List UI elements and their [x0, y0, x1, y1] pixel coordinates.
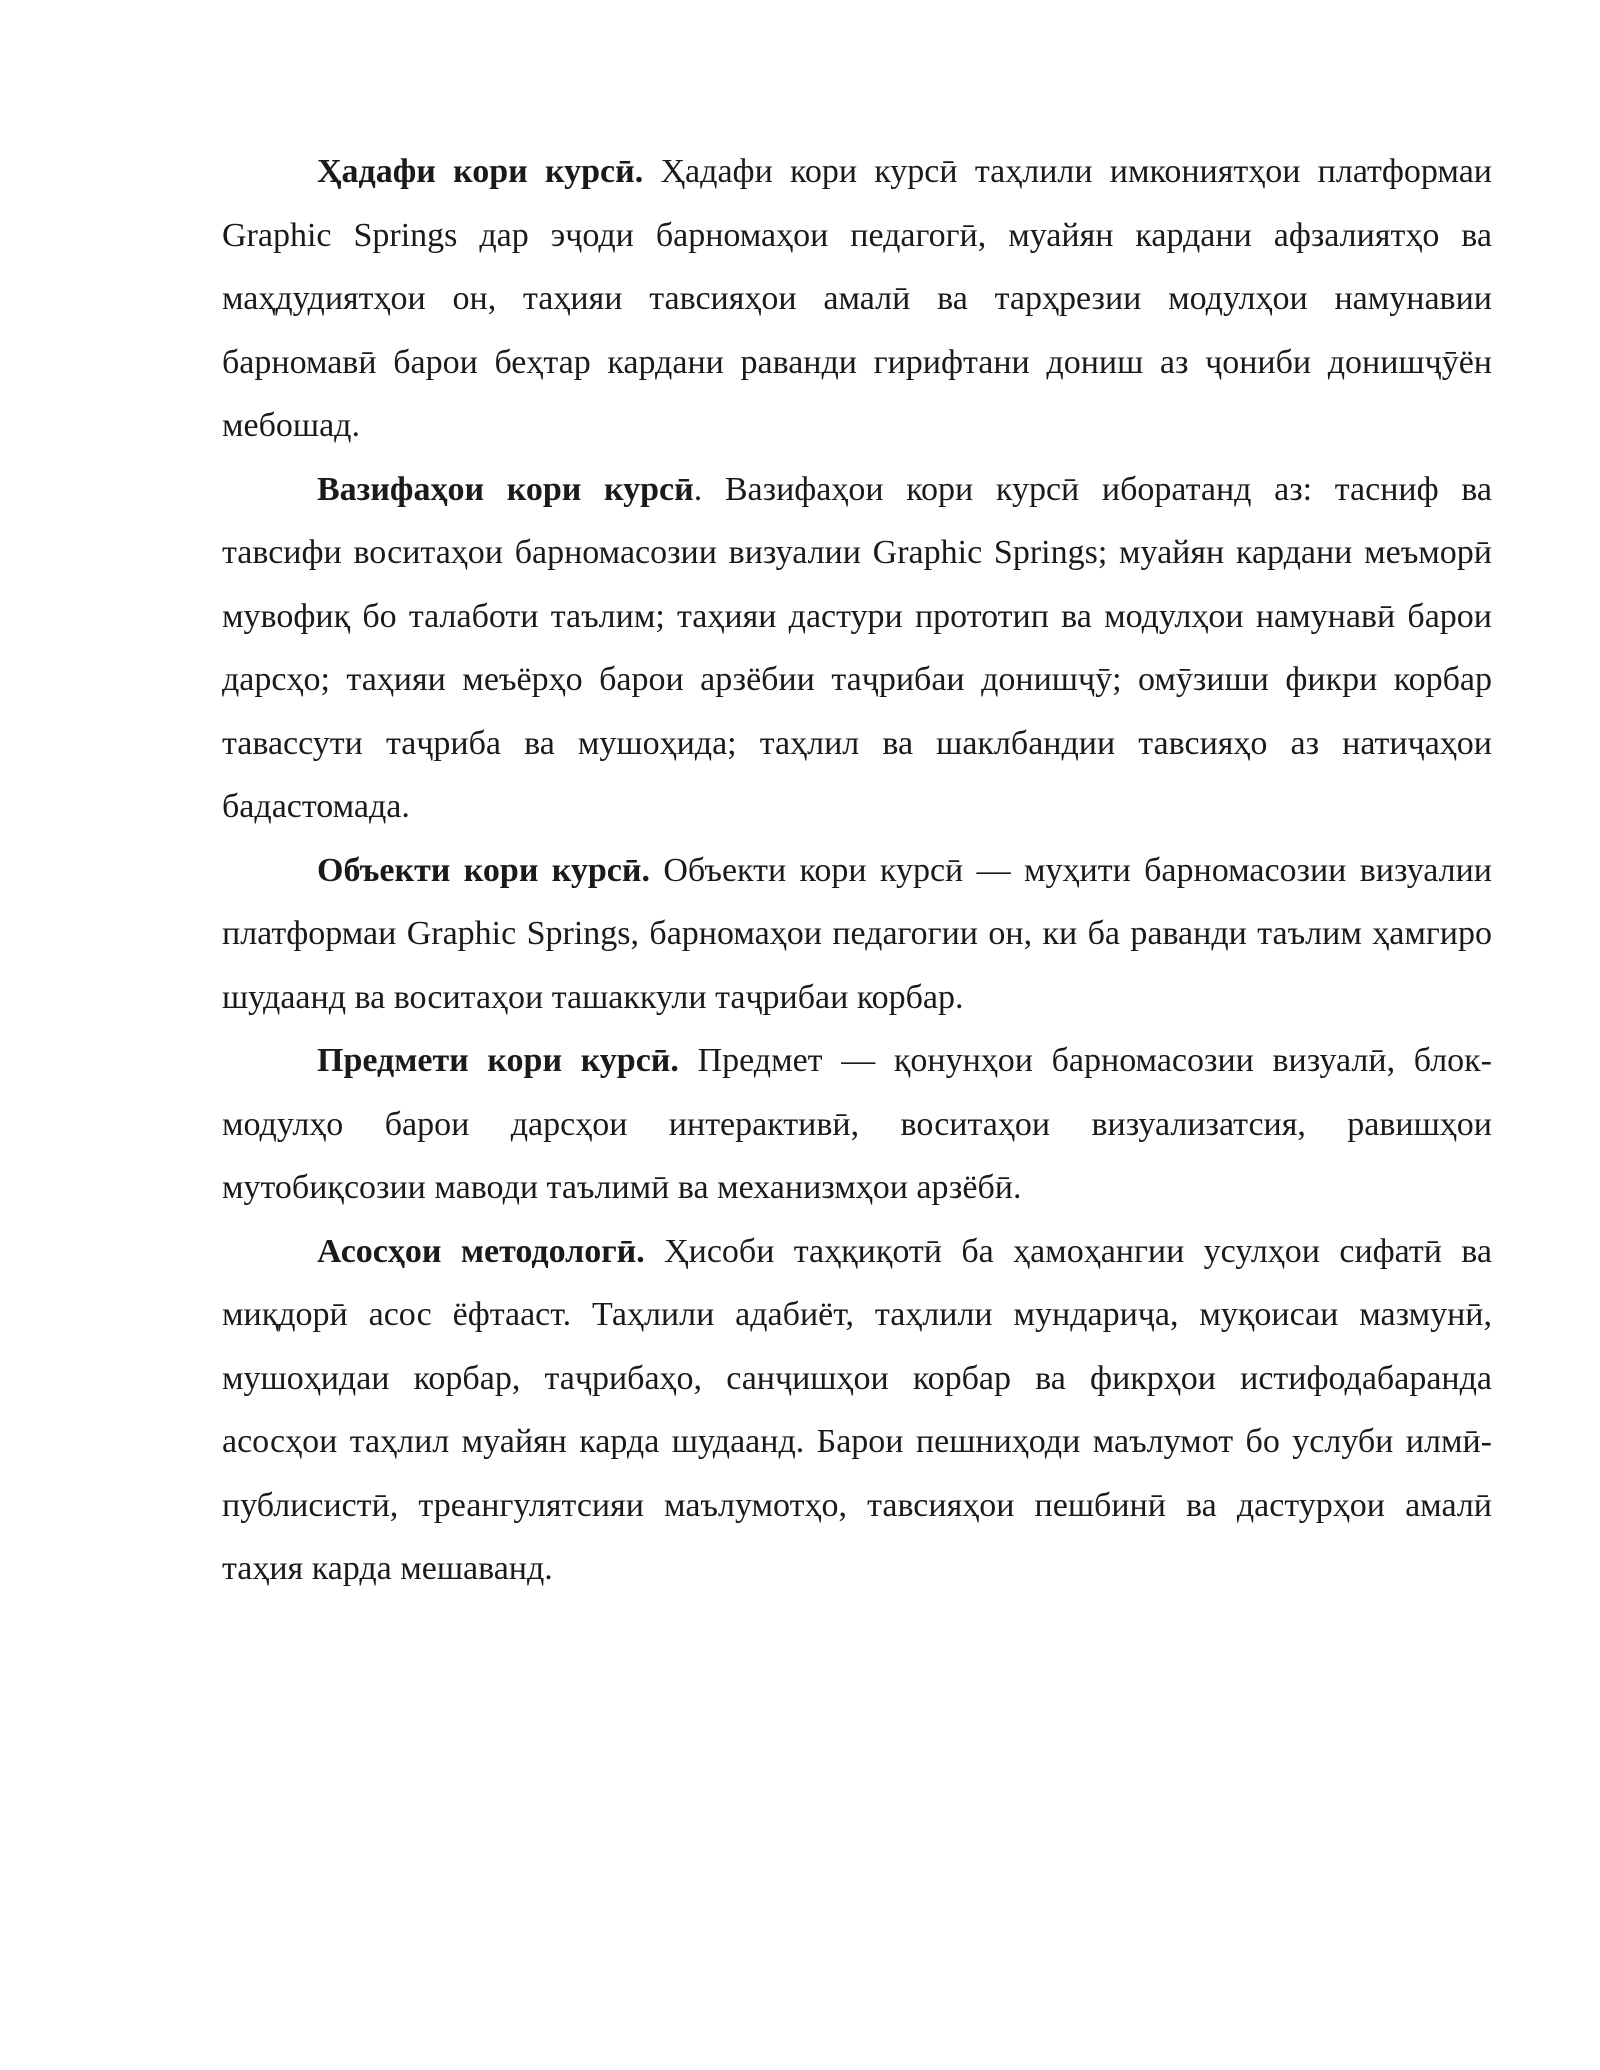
paragraph-heading: Предмети кори курсӣ. [317, 1042, 679, 1079]
paragraph-methodology [222, 1220, 1492, 1601]
paragraph-heading: Асосҳои методологӣ. [317, 1232, 645, 1270]
paragraph-text: . Вазифаҳои кори курсӣ иборатанд аз: тасниф ва тавсифи воситаҳои барномасозии визуалии Graphic Springs; муайян кардани меъморӣ мувофиқ бо талаботи таълим; таҳияи дастури прототип ва модулҳои намунавӣ барои дарсҳо; таҳияи меъёрҳо барои арзёбии таҷрибаи донишҷӯ; омӯзиши фикри корбар тавассути таҷриба ва мушоҳида; таҳлил ва шаклбандии тавсияҳо аз натиҷаҳои бадастомада. [222, 470, 1492, 825]
paragraph-text: Предмет — қонунҳои барномасозии визуалӣ, блок-модулҳо барои дарсҳои интерактивӣ, воситаҳои визуализатсия, равишҳои мутобиқсозии маводи таълимӣ ва механизмҳои арзёбӣ. [222, 1042, 1492, 1206]
paragraph-goal [222, 140, 1492, 458]
paragraph-heading: Объекти кори курсӣ. [317, 851, 650, 889]
paragraph-object [222, 839, 1492, 1030]
paragraph-tasks [222, 458, 1492, 839]
paragraph-subject [222, 1029, 1492, 1220]
paragraph-heading: Ҳадафи кори курсӣ. [317, 153, 644, 190]
paragraph-text: Ҳисоби таҳқиқотӣ ба ҳамоҳангии усулҳои сифатӣ ва миқдорӣ асос ёфтааст. Таҳлили адабиёт, таҳлили мундариҷа, муқоисаи мазмунӣ, мушоҳидаи корбар, таҷрибаҳо, санҷишҳои корбар ва фикрҳои истифодабаранда асосҳои таҳлил муайян карда шудаанд. Барои пешниҳоди маълумот бо услуби илмӣ-публисистӣ, треангулятсияи маълумотҳо, тавсияҳои пешбинӣ ва дастурҳои амалӣ таҳия карда мешаванд. [222, 1232, 1492, 1587]
paragraph-text: Ҳадафи кори курсӣ таҳлили имкониятҳои платформаи Graphic Springs дар эҷоди барномаҳои педагогӣ, муайян кардани афзалиятҳо ва маҳдудиятҳои он, таҳияи тавсияҳои амалӣ ва тарҳрезии модулҳои намунавии барномавӣ барои беҳтар кардани раванди гирифтани дониш аз ҷониби донишҷӯён мебошад. [222, 153, 1492, 444]
document-body [222, 140, 1492, 1601]
paragraph-text: Объекти кори курсӣ — муҳити барномасозии визуалии платформаи Graphic Springs, барномаҳои педагогии он, ки ба раванди таълим ҳамгиро шудаанд ва воситаҳои ташаккули таҷрибаи корбар. [222, 851, 1493, 1016]
paragraph-heading: Вазифаҳои кори курсӣ [317, 470, 694, 508]
